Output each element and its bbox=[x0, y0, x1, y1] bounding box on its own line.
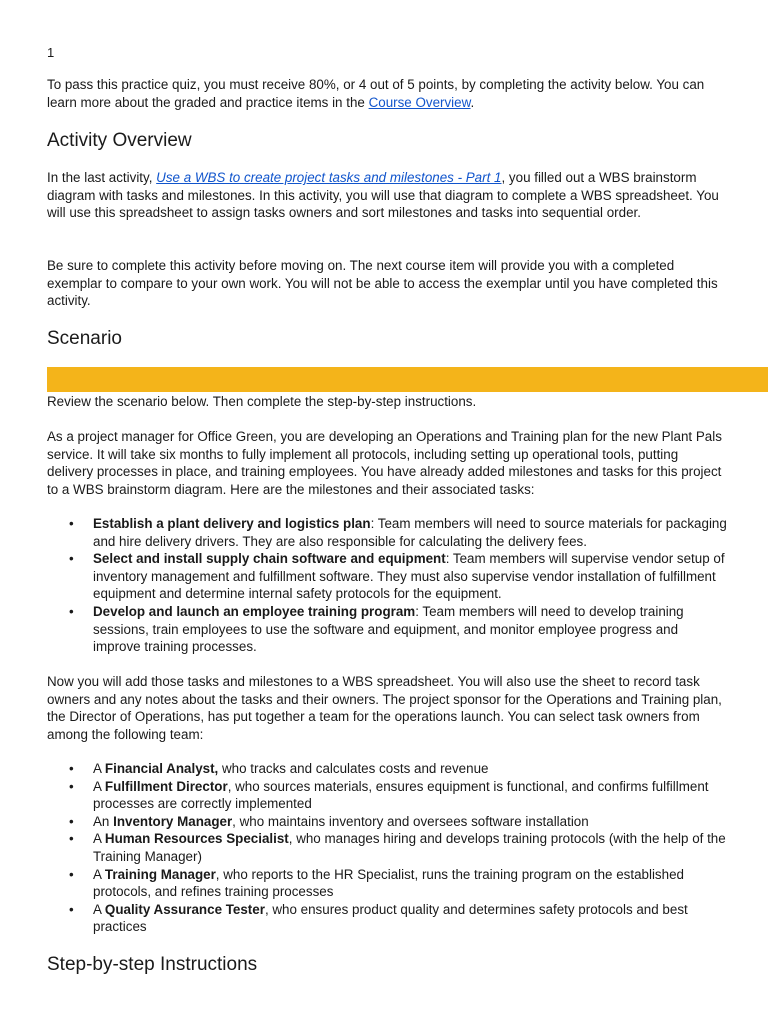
scenario-intro: Review the scenario below. Then complete the step-by-step instructions. bbox=[47, 394, 477, 409]
list-item: • A Quality Assurance Tester, who ensures product quality and determines safety protocols and best practices bbox=[69, 901, 688, 935]
team-list bbox=[47, 760, 727, 936]
list-item: • A Fulfillment Director, who sources materials, ensures equipment is functional, and confirms fulfillment processes are correctly implemented bbox=[69, 778, 709, 812]
step-by-step-heading: Step-by-step Instructions bbox=[47, 954, 258, 975]
course-overview-link[interactable]: Course Overview bbox=[368, 94, 471, 110]
list-item: • Select and install supply chain software and equipment: Team members will supervise vendor setup of inventory management and fulfillment software. They must also supervise vendor installation of fulfillment equipment and determine internal safety protocols for the equipment. bbox=[69, 551, 725, 602]
bullet-icon: • bbox=[69, 603, 74, 619]
intro-paragraph: To pass this practice quiz, you must receive 80%, or 4 out of 5 points, by completing the activity below. You can learn more about the graded and practice items in the Course Overview. bbox=[47, 77, 705, 110]
bullet-icon: • bbox=[69, 551, 74, 567]
bullet-icon: • bbox=[69, 831, 74, 847]
previous-activity-link[interactable]: Use a WBS to create project tasks and milestones - Part 1 bbox=[156, 170, 502, 185]
scenario-banner bbox=[47, 367, 768, 392]
scenario-paragraph: As a project manager for Office Green, you are developing an Operations and Training plan for the new Plant Pals service. It will take six months to fully implement all protocols, including setting up operational tools, putting delivery processes in place, and training employees. You have already added milestones and tasks for this project to a WBS brainstorm diagram. Here are the milestones and their associated tasks: bbox=[47, 429, 722, 497]
bullet-icon: • bbox=[69, 813, 74, 829]
bullet-icon: • bbox=[69, 866, 74, 882]
bullet-icon: • bbox=[69, 761, 74, 776]
bullet-icon: • bbox=[69, 516, 74, 531]
activity-overview-paragraph-1: In the last activity, Use a WBS to create project tasks and milestones - Part 1, you filled out a WBS brainstorm diagram with tasks and milestones. In this activity, you will use that diagram to complete a WBS spreadsheet. You will use this spreadsheet to assign tasks owners and sort milestones and tasks into sequential order. bbox=[47, 170, 719, 221]
list-item: • Develop and launch an employee training program: Team members will need to develop training sessions, train employees to use the software and equipment, and monitor employee progress and improve training processes. bbox=[69, 603, 684, 655]
bullet-icon: • bbox=[69, 778, 74, 794]
list-item: • An Inventory Manager, who maintains inventory and oversees software installation bbox=[69, 813, 589, 829]
list-item: • A Financial Analyst, who tracks and calculates costs and revenue bbox=[69, 761, 489, 776]
activity-overview-paragraph-2: Be sure to complete this activity before moving on. The next course item will provide you with a completed exemplar to compare to your own work. You will not be able to access the exemplar until you have completed this activity. bbox=[47, 258, 718, 309]
scenario-heading: Scenario bbox=[47, 328, 122, 349]
team-intro-paragraph: Now you will add those tasks and milestones to a WBS spreadsheet. You will also use the sheet to record task owners and any notes about the tasks and their owners. The project sponsor for the Operations and Training plan, the Director of Operations, has put together a team for the operations launch. You can select task owners from among the following team: bbox=[47, 674, 722, 742]
page-number: 1 bbox=[47, 45, 55, 60]
activity-overview-heading: Activity Overview bbox=[47, 130, 192, 151]
list-item: • Establish a plant delivery and logistics plan: Team members will need to source materials for packaging and hire delivery drivers. They are also responsible for calculating the delivery fees. bbox=[69, 516, 727, 549]
list-item: • A Human Resources Specialist, who manages hiring and develops training protocols (with the help of the Training Manager) bbox=[69, 831, 726, 864]
list-item: • A Training Manager, who reports to the HR Specialist, runs the training program on the established protocols, and refines training processes bbox=[69, 866, 684, 900]
milestone-list bbox=[47, 515, 727, 656]
bullet-icon: • bbox=[69, 901, 74, 917]
